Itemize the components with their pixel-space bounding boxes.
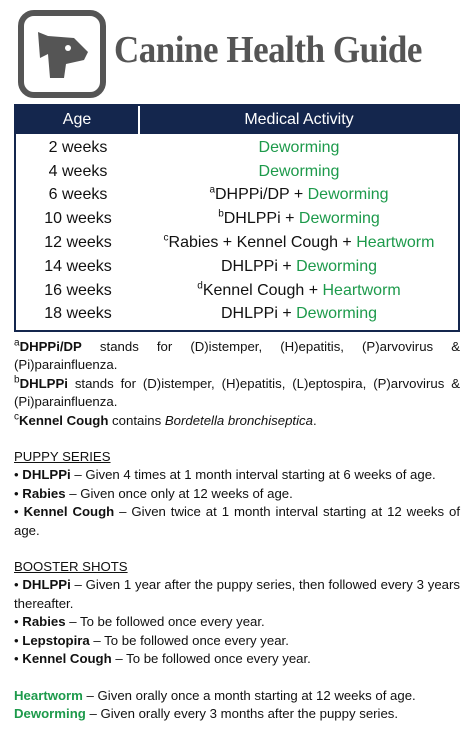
bullet: • (14, 467, 19, 483)
footnote-marker: a (14, 337, 20, 349)
age-cell: 18 weeks (44, 305, 112, 323)
item-term: DHLPPi (22, 577, 71, 593)
activity-text: DHPPi/DP + (215, 186, 308, 204)
list-item (14, 576, 460, 613)
activity-highlight: Heartworm (322, 281, 401, 299)
activity-highlight: Deworming (296, 305, 378, 323)
list-item (14, 503, 460, 540)
footnote-marker: b (218, 208, 224, 220)
notes-section (14, 338, 460, 723)
activity-cell (140, 163, 458, 181)
item-text: – To be followed once every year. (111, 651, 311, 667)
item-text: – Given once only at 12 weeks of age. (65, 485, 293, 501)
age-cell: 12 weeks (44, 234, 112, 252)
item-text: – To be followed once every year. (65, 614, 265, 630)
age-cell: 14 weeks (44, 257, 112, 275)
activity-text: DHLPPi + (220, 305, 297, 323)
footnote-marker: b (14, 374, 20, 386)
table-row (16, 231, 458, 255)
table-row (16, 184, 458, 208)
footnote-term: Kennel Cough (19, 412, 109, 428)
activity-highlight: Deworming (307, 186, 389, 204)
age-cell: 16 weeks (44, 281, 112, 299)
item-term: Kennel Cough (22, 651, 112, 667)
activity-text: DHLPPi + (223, 210, 299, 228)
footnote-text: contains (108, 412, 165, 428)
deworming-note (14, 705, 460, 723)
page-title: Canine Health Guide (114, 29, 422, 71)
list-item (14, 650, 460, 668)
item-term: DHLPPi (22, 467, 71, 483)
item-term: Rabies (22, 614, 66, 630)
header (18, 10, 458, 98)
footnote-marker: c (163, 232, 169, 244)
activity-cell (140, 139, 458, 157)
bullet: • (14, 614, 19, 630)
bullet: • (14, 504, 19, 520)
puppy-series-title: PUPPY SERIES (14, 449, 111, 465)
bullet: • (14, 485, 19, 501)
footnote-marker: d (197, 280, 203, 292)
activity-cell (140, 210, 458, 228)
dog-head-icon (18, 10, 106, 98)
footnote-term: DHPPi/DP (19, 339, 82, 354)
item-term: Deworming (14, 705, 86, 721)
table-header (16, 106, 458, 134)
activity-highlight: Deworming (258, 138, 340, 156)
activity-highlight: Deworming (298, 210, 380, 228)
age-cell: 6 weeks (48, 186, 108, 204)
footnote-a (14, 338, 460, 375)
booster-shots-title: BOOSTER SHOTS (14, 559, 128, 575)
footnote-term: DHLPPi (19, 375, 68, 391)
activity-highlight: Heartworm (356, 234, 435, 252)
age-cell: 4 weeks (48, 162, 108, 180)
list-item (14, 632, 460, 650)
item-text: – Given 1 year after the puppy series, then followed every 3 years thereafter. (14, 577, 460, 611)
schedule-table (14, 104, 460, 332)
activity-highlight: Deworming (296, 257, 378, 275)
table-row (16, 136, 458, 160)
heartworm-note (14, 687, 460, 705)
footnote-marker: a (209, 185, 215, 197)
table-row (16, 160, 458, 184)
footnote-c (14, 412, 460, 430)
item-term: Lepstopira (22, 632, 90, 648)
item-text: – Given orally once a month starting at 12 weeks of age. (82, 687, 416, 703)
activity-cell (140, 305, 458, 323)
activity-cell (140, 186, 458, 204)
activity-text: Kennel Cough + (202, 281, 323, 299)
item-term: Heartworm (14, 687, 83, 703)
item-term: Kennel Cough (23, 504, 115, 520)
item-text: – To be followed once every year. (89, 632, 289, 648)
age-cell: 2 weeks (48, 138, 108, 156)
list-item (14, 613, 460, 631)
footnote-text: stands for (D)istemper, (H)epatitis, (P)arvovirus & (Pi)parainfluenza. (14, 339, 460, 373)
bullet: • (14, 651, 19, 667)
activity-cell (140, 282, 458, 300)
activity-text: DHLPPi + (220, 257, 297, 275)
footnote-text: . (312, 412, 317, 428)
activity-highlight: Deworming (258, 162, 340, 180)
age-column-header: Age (16, 106, 140, 134)
age-cell: 10 weeks (44, 210, 112, 228)
activity-cell (140, 258, 458, 276)
footnote-b (14, 375, 460, 412)
item-text: – Given 4 times at 1 month interval starting at 6 weeks of age. (70, 467, 436, 483)
item-text: – Given twice at 1 month interval starting at 12 weeks of age. (14, 504, 460, 538)
item-text: – Given orally every 3 months after the puppy series. (85, 705, 399, 721)
item-term: Rabies (22, 485, 66, 501)
bullet: • (14, 632, 19, 648)
footnote-marker: c (14, 411, 19, 423)
list-item (14, 485, 460, 503)
activity-column-header: Medical Activity (244, 111, 354, 128)
footnote-text: stands for (D)istemper, (H)epatitis, (L)eptospira, (P)arvovirus & (Pi)parainfluenza. (14, 375, 460, 410)
activity-text: Rabies + Kennel Cough + (168, 234, 357, 252)
list-item (14, 466, 460, 484)
table-row (16, 255, 458, 279)
footnote-species: Bordetella bronchiseptica (164, 412, 313, 428)
activity-cell (140, 234, 458, 252)
table-row (16, 279, 458, 303)
bullet: • (14, 577, 19, 593)
table-row (16, 207, 458, 231)
table-row (16, 303, 458, 327)
